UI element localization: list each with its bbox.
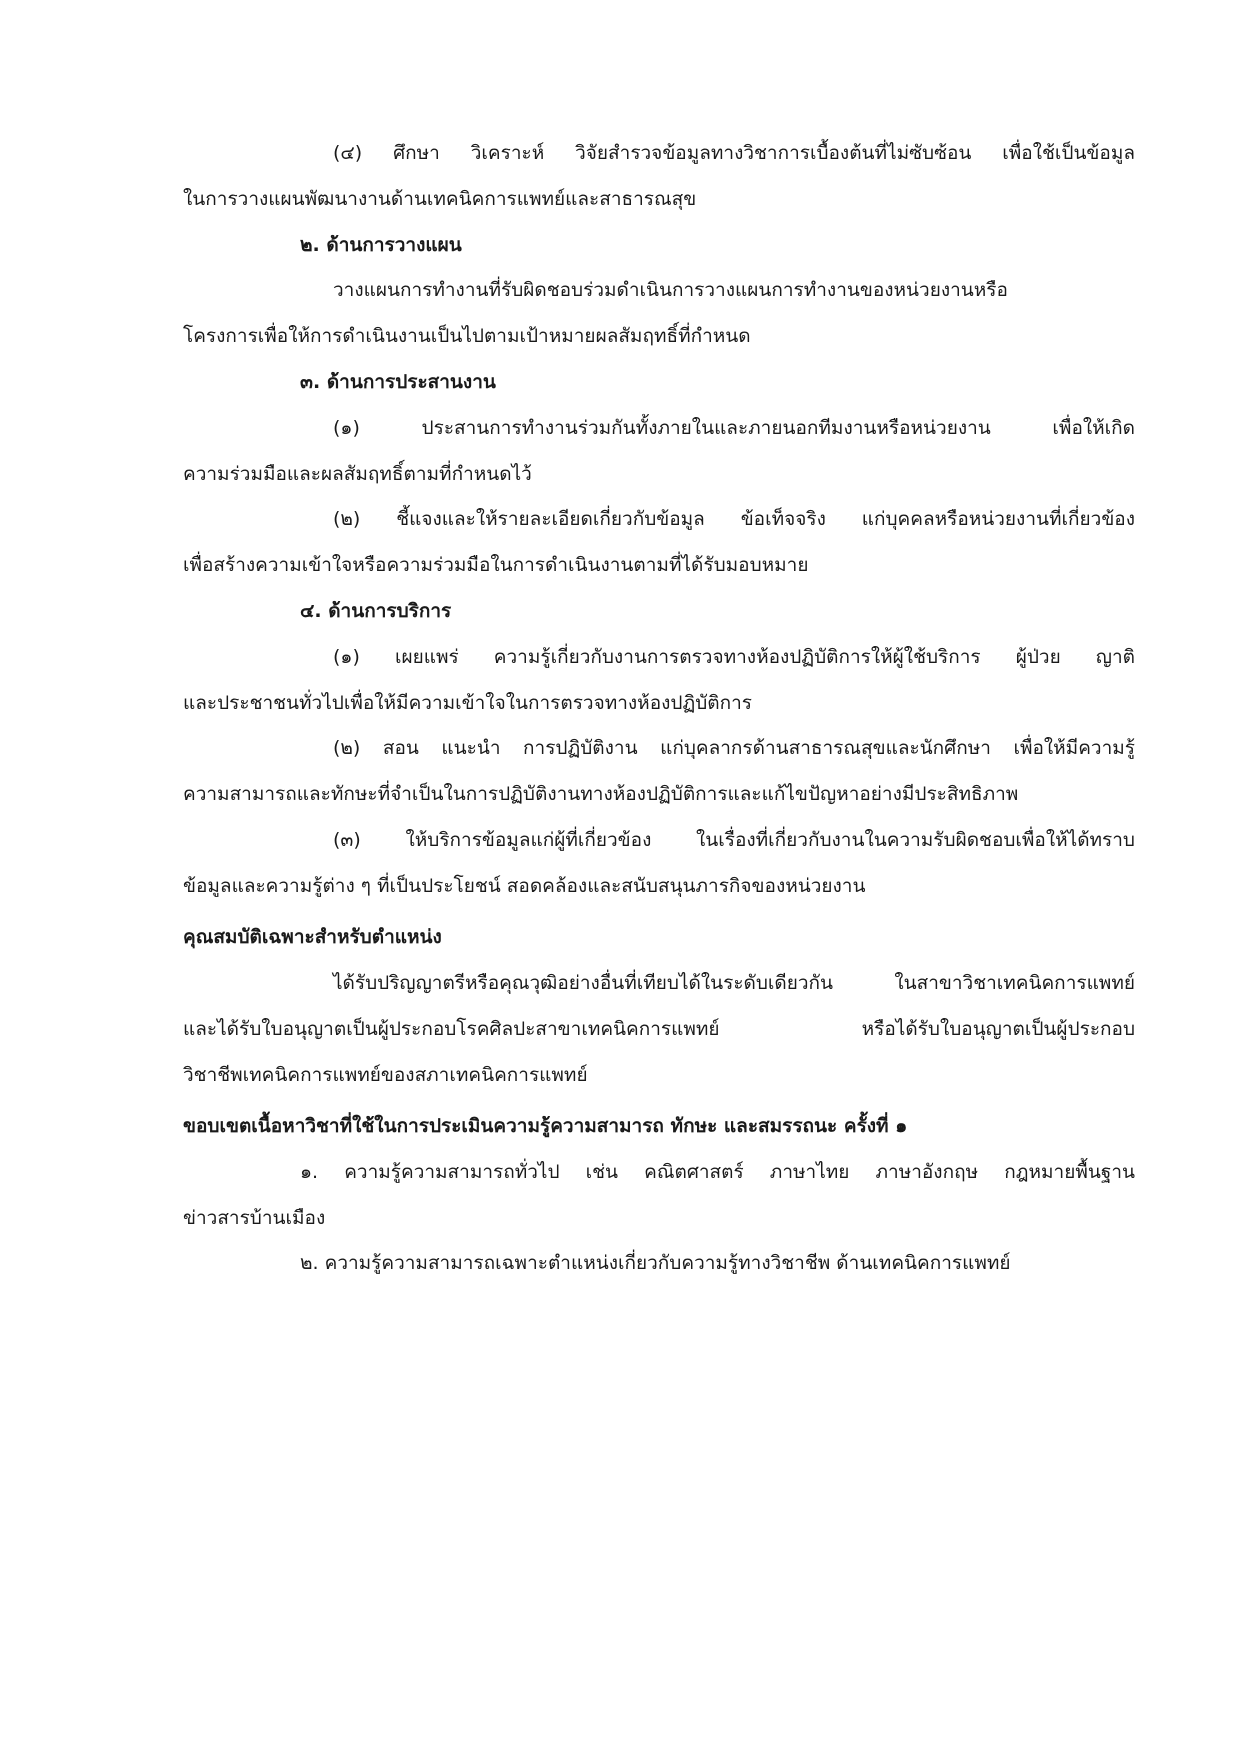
duty-item-4-line-1: (๔) ศึกษา วิเคราะห์ วิจัยสำรวจข้อมูลทางวิชาการเบื้องต้นที่ไม่ซับซ้อน เพื่อใช้เป็นข้อมูล: [333, 142, 1135, 164]
coordination-item-1-line-2: ความร่วมมือและผลสัมฤทธิ์ตามที่กำหนดไว้: [183, 463, 532, 485]
section-heading-coordination: ๓. ด้านการประสานงาน: [300, 371, 496, 393]
planning-line-2: โครงการเพื่อให้การดำเนินงานเป็นไปตามเป้าหมายผลสัมฤทธิ์ที่กำหนด: [183, 325, 751, 347]
service-item-1-line-2: และประชาชนทั่วไปเพื่อให้มีความเข้าใจในการตรวจทางห้องปฏิบัติการ: [183, 692, 752, 714]
service-item-3-line-1: (๓) ให้บริการข้อมูลแก่ผู้ที่เกี่ยวข้อง ในเรื่องที่เกี่ยวกับงานในความรับผิดชอบเพื่อให้ได้ทราบ: [333, 829, 1135, 851]
service-item-3-line-2: ข้อมูลและความรู้ต่าง ๆ ที่เป็นประโยชน์ สอดคล้องและสนับสนุนภารกิจของหน่วยงาน: [183, 875, 866, 897]
coordination-item-2-line-1: (๒) ชี้แจงและให้รายละเอียดเกี่ยวกับข้อมูล ข้อเท็จจริง แก่บุคคลหรือหน่วยงานที่เกี่ยวข้อง: [333, 508, 1135, 530]
service-item-1-line-1: (๑) เผยแพร่ ความรู้เกี่ยวกับงานการตรวจทางห้องปฏิบัติการให้ผู้ใช้บริการ ผู้ป่วย ญาติ: [333, 646, 1135, 668]
exam-scope-item-1-line-2: ข่าวสารบ้านเมือง: [183, 1207, 326, 1229]
coordination-item-1-line-1: (๑) ประสานการทำงานร่วมกันทั้งภายในและภายนอกทีมงานหรือหน่วยงาน เพื่อให้เกิด: [333, 417, 1135, 439]
exam-scope-heading: ขอบเขตเนื้อหาวิชาที่ใช้ในการประเมินความรู้ความสามารถ ทักษะ และสมรรถนะ ครั้งที่ ๑: [183, 1115, 908, 1137]
service-item-2-line-1: (๒) สอน แนะนำ การปฏิบัติงาน แก่บุคลากรด้านสาธารณสุขและนักศึกษา เพื่อให้มีความรู้: [333, 737, 1135, 759]
coordination-item-2-line-2: เพื่อสร้างความเข้าใจหรือความร่วมมือในการดำเนินงานตามที่ได้รับมอบหมาย: [183, 554, 809, 576]
planning-line-1: วางแผนการทำงานที่รับผิดชอบร่วมดำเนินการวางแผนการทำงานของหน่วยงานหรือ: [333, 279, 1008, 301]
exam-scope-item-2: ๒. ความรู้ความสามารถเฉพาะตำแหน่งเกี่ยวกับความรู้ทางวิชาชีพ ด้านเทคนิคการแพทย์: [300, 1252, 1011, 1274]
service-item-2-line-2: ความสามารถและทักษะที่จำเป็นในการปฏิบัติงานทางห้องปฏิบัติการและแก้ไขปัญหาอย่างมีประสิทธิภาพ: [183, 783, 1019, 805]
section-heading-planning: ๒. ด้านการวางแผน: [300, 234, 462, 256]
qualifications-line-2: และได้รับใบอนุญาตเป็นผู้ประกอบโรคศิลปะสาขาเทคนิคการแพทย์ หรือได้รับใบอนุญาตเป็นผู้ประกอบ: [183, 1018, 1135, 1040]
section-heading-service: ๔. ด้านการบริการ: [300, 600, 452, 622]
qualifications-line-3: วิชาชีพเทคนิคการแพทย์ของสภาเทคนิคการแพทย์: [183, 1064, 588, 1086]
qualifications-heading: คุณสมบัติเฉพาะสำหรับตำแหน่ง: [183, 926, 442, 948]
exam-scope-item-1-line-1: ๑. ความรู้ความสามารถทั่วไป เช่น คณิตศาสตร์ ภาษาไทย ภาษาอังกฤษ กฎหมายพื้นฐาน: [300, 1161, 1135, 1183]
duty-item-4-line-2: ในการวางแผนพัฒนางานด้านเทคนิคการแพทย์และสาธารณสุข: [183, 188, 697, 210]
qualifications-line-1: ได้รับปริญญาตรีหรือคุณวุฒิอย่างอื่นที่เทียบได้ในระดับเดียวกัน ในสาขาวิชาเทคนิคการแพทย์: [333, 972, 1135, 994]
